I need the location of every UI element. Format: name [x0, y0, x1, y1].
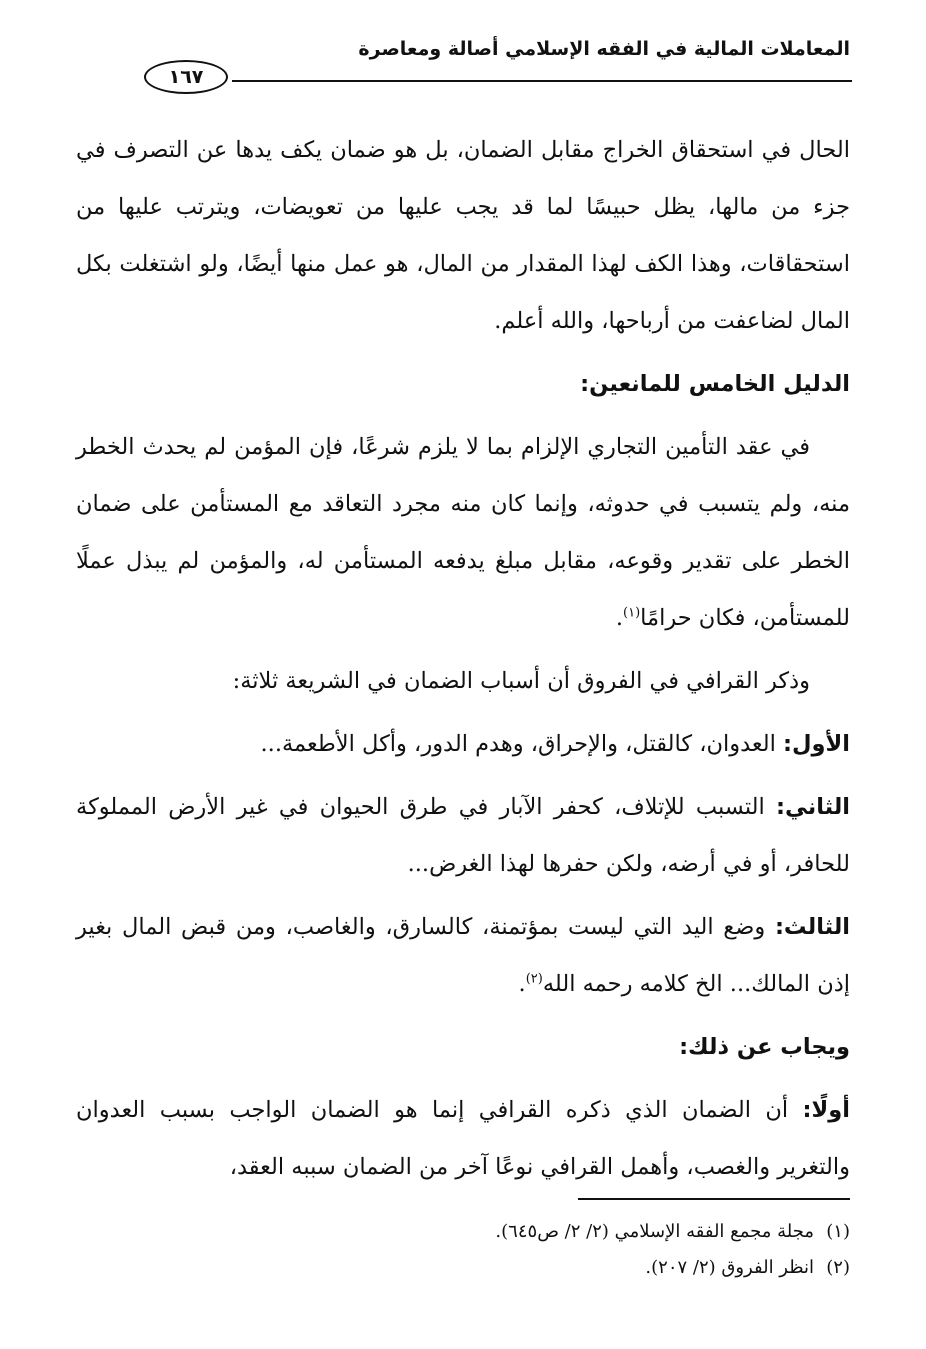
reply-label: أولًا: [802, 1097, 850, 1123]
header-rule [232, 80, 852, 82]
footnote-rule [578, 1198, 850, 1200]
reply-heading: ويجاب عن ذلك: [679, 1034, 850, 1060]
footnote-marker: (٢) [826, 1257, 850, 1278]
list-text-third: وضع اليد التي ليست بمؤتمنة، كالسارق، والغاصب، ومن قبض المال بغير إذن المالك... الخ كلامه رحمه الله [76, 914, 850, 997]
paragraph-text: في عقد التأمين التجاري الإلزام بما لا يلزم شرعًا، فإن المؤمن لم يحدث الخطر منه، ولم يتسبب في حدوثه، وإنما كان منه مجرد التعاقد مع المستأمن على ضمان الخطر على تقدير وقوعه، مقابل مبلغ يدفعه المستأمن له، والمؤمن لم يبذل عملًا للمستأمن، فكان حرامًا [76, 434, 850, 631]
list-item-first [76, 716, 850, 773]
footnote-ref-2: (٢) [525, 971, 543, 987]
paragraph-fifth-evidence [76, 419, 850, 647]
paragraph-continuation: الحال في استحقاق الخراج مقابل الضمان، بل هو ضمان يكف يدها عن التصرف في جزء من مالها، يظل حبيسًا لما قد يجب عليها من تعويضات، ويترتب عليها من استحقاقات، وهذا الكف لهذا المقدار من المال، هو عمل منها أيضًا، ولو اشتغلت بكل المال لضاعفت من أرباحها، والله أعلم. [76, 137, 850, 334]
section-heading: الدليل الخامس للمانعين: [580, 371, 850, 397]
reply-text: أن الضمان الذي ذكره القرافي إنما هو الضمان الواجب بسبب العدوان والتغرير والغصب، وأهمل القرافي نوعًا آخر من الضمان سببه العقد، [76, 1097, 850, 1180]
paragraph-qarafi-intro: وذكر القرافي في الفروق أن أسباب الضمان في الشريعة ثلاثة: [232, 668, 810, 694]
list-label-first: الأول: [783, 731, 850, 757]
footnote-2 [76, 1250, 850, 1286]
page-number: ١٦٧ [144, 60, 228, 94]
running-header-title: المعاملات المالية في الفقه الإسلامي أصالة ومعاصرة [358, 38, 850, 60]
list-label-second: الثاني: [775, 794, 850, 820]
list-text-first: العدوان، كالقتل، والإحراق، وهدم الدور، وأكل الأطعمة... [260, 731, 784, 757]
list-item-second [76, 779, 850, 893]
footnote-marker: (١) [826, 1221, 850, 1242]
list-end-third: . [518, 971, 526, 997]
footnote-1 [76, 1214, 850, 1250]
footnotes [76, 1214, 850, 1286]
list-item-third [76, 899, 850, 1013]
footnote-text: مجلة مجمع الفقه الإسلامي (٢/ ٢/ ص٦٤٥). [495, 1221, 814, 1242]
reply-first [76, 1082, 850, 1196]
list-text-second: التسبب للإتلاف، كحفر الآبار في طرق الحيوان في غير الأرض المملوكة للحافر، أو في أرضه، ولكن حفرها لهذا الغرض... [76, 794, 850, 877]
footnote-text: انظر الفروق (٢/ ٢٠٧). [645, 1257, 814, 1278]
body-text [76, 122, 850, 1196]
list-label-third: الثالث: [774, 914, 850, 940]
paragraph-end: . [615, 605, 624, 631]
footnote-ref-1: (١) [623, 605, 641, 621]
